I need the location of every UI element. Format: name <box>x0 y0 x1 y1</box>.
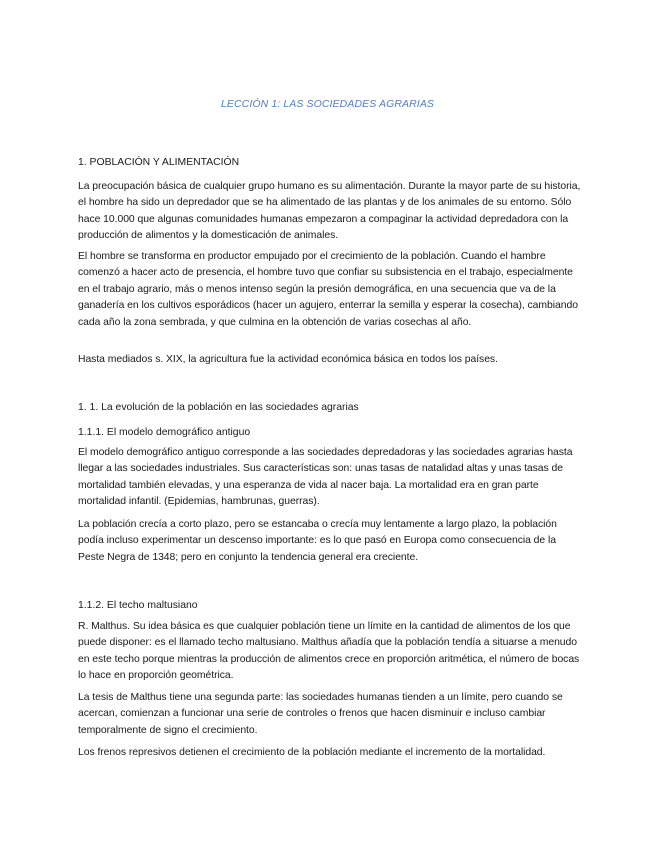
paragraph-8 <box>78 745 583 761</box>
paragraph-2 <box>78 249 583 331</box>
paragraph-6 <box>78 619 583 685</box>
paragraph-text: El modelo demográfico antiguo corresponde a las sociedades depredadoras y las sociedades agrarias hasta llegar a las sociedades industriales. Sus características son: unas tasas de natalidad altas y unas tasas de mortalidad también elevadas, y una esperanza de vida al nacer baja. La mortalidad era en gran parte mortalidad infantil. (Epidemias, hambrunas, guerras). <box>78 447 573 508</box>
paragraph-text: La tesis de Malthus tiene una segunda parte: las sociedades humanas tienden a un límite, pero cuando se acercan, comienzan a funcionar una serie de controles o frenos que hacen disminuir e incluso cambiar temporalmente de signo el crecimiento. <box>78 692 563 736</box>
paragraph-text: La población crecía a corto plazo, pero se estancaba o crecía muy lentamente a largo plazo, la población podía incluso experimentar un descenso importante: es lo que pasó en Europa como consecuencia de la Peste Negra de 1348; pero en conjunto la tendencia general era creciente. <box>78 519 557 563</box>
lesson-title: LECCIÓN 1: LAS SOCIEDADES AGRARIAS <box>220 98 435 110</box>
paragraph-4 <box>78 445 583 511</box>
paragraph-7 <box>78 690 583 739</box>
paragraph-5 <box>78 517 583 566</box>
paragraph-text: R. Malthus. Su idea básica es que cualquier población tiene un límite en la cantidad de alimentos de los que puede disponer: es el llamado techo maltusiano. Malthus añadía que la población tendía a situarse a menudo en este techo porque mientras la producción de alimentos crece en proporción aritmética, el número de bocas lo hace en proporción geométrica. <box>78 621 580 682</box>
paragraph-text: El hombre se transforma en productor empujado por el crecimiento de la población. Cuando el hambre comenzó a hacer acto de presencia, el hombre tuvo que confiar su subsistencia en el trabajo, especialmente en el trabajo agrario, más o menos intenso según la presión demográfica, en una secuencia que va de la ganadería en los cultivos esporádicos (hacer un agujero, enterrar la semilla y esperar la cosecha), cambiando cada año la zona sembrada, y que culmina en la obtención de varias cosechas al año. <box>78 251 578 328</box>
paragraph-text: Hasta mediados s. XIX, la agricultura fue la actividad económica básica en todos los países. <box>78 354 498 365</box>
paragraph-3 <box>78 352 583 368</box>
paragraph-text: La preocupación básica de cualquier grupo humano es su alimentación. Durante la mayor parte de su historia, el hombre ha sido un depredador que se ha alimentado de las plantas y de los animales de su entorno. Sólo hace 10.000 que algunas comunidades humanas empezaron a compaginar la actividad depredadora con la producción de alimentos y la domesticación de animales. <box>78 181 581 242</box>
paragraph-1 <box>78 179 583 245</box>
subsection-heading-modelo-antiguo: 1.1.1. El modelo demográfico antiguo <box>78 427 251 438</box>
subsection-heading-techo-maltusiano: 1.1.2. El techo maltusiano <box>78 600 198 611</box>
subsection-heading-evolucion: 1. 1. La evolución de la población en las sociedades agrarias <box>78 402 359 413</box>
paragraph-text: Los frenos represivos detienen el crecimiento de la población mediante el incremento de la mortalidad. <box>78 747 546 758</box>
section-heading-poblacion: 1. POBLACIÓN Y ALIMENTACIÓN <box>78 157 240 168</box>
